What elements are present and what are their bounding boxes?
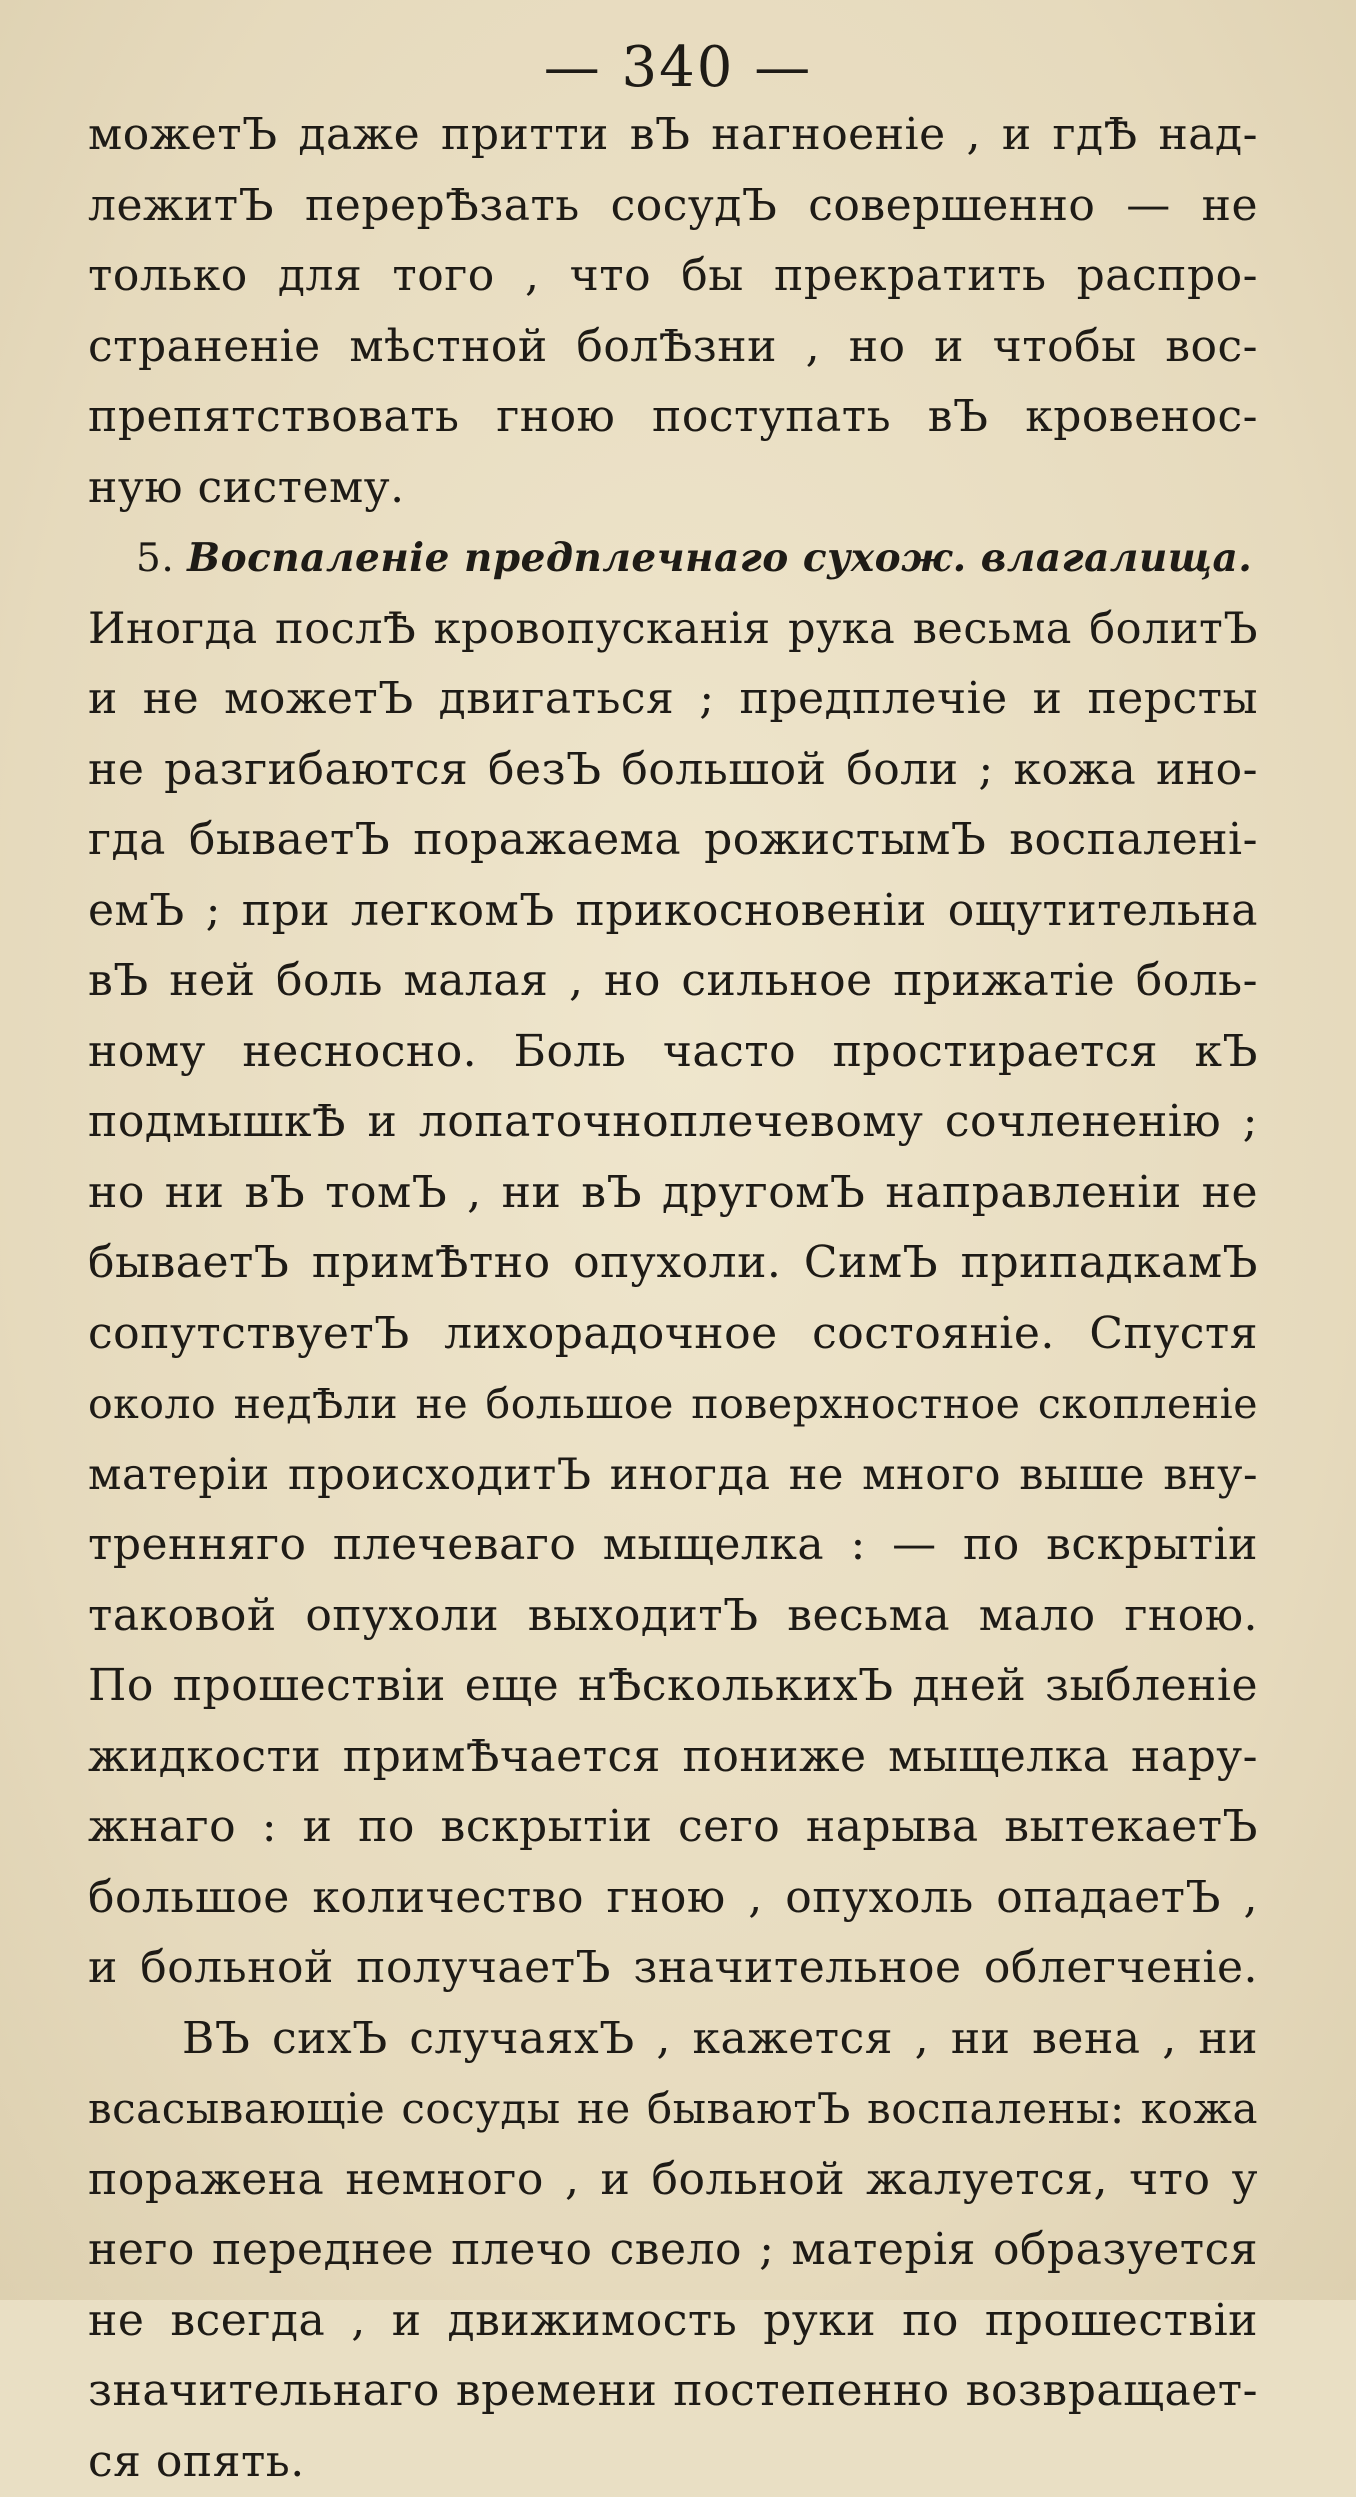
text-line: матеріи происходитЪ иногда не много выше вну- <box>88 1440 1258 1511</box>
text-line: значительнаго времени постепенно возвращает- <box>88 2356 1258 2427</box>
text-line: него переднее плечо свело ; матерія образуется <box>88 2215 1258 2286</box>
text-line: подмышкѢ и лопаточноплечевому сочлененію ; <box>88 1087 1258 1158</box>
text-line: Иногда послѢ кровопусканія рука весьма болитЪ <box>88 594 1258 665</box>
text-line: и не можетЪ двигаться ; предплечіе и персты <box>88 664 1258 735</box>
text-line: жидкости примѢчается пониже мыщелка нару- <box>88 1722 1258 1793</box>
text-line: большое количество гною , опухоль опадаетЪ , <box>88 1863 1258 1934</box>
text-line: страненіе мѣстной болѢзни , но и чтобы вос- <box>88 312 1258 383</box>
text-line: можетЪ даже притти вЪ нагноеніе , и гдѢ над- <box>88 100 1258 171</box>
page-number: — 340 — <box>0 38 1356 98</box>
text-line: По прошествіи еще нѢсколькихЪ дней зыбленіе <box>88 1651 1258 1722</box>
text-line: ному несносно. Боль часто простирается кЪ <box>88 1017 1258 1088</box>
text-line: ся опять. <box>88 2427 1258 2497</box>
text-line: всасывающіе сосуды не бываютЪ воспалены: кожа <box>88 2074 1258 2145</box>
text-line: около недѢли не большое поверхностное скопленіе <box>88 1369 1258 1440</box>
text-line: емЪ ; при легкомЪ прикосновеніи ощутительна <box>88 876 1258 947</box>
section-number: 5. <box>136 536 174 581</box>
text-line: только для того , что бы прекратить распро- <box>88 241 1258 312</box>
body-text <box>88 100 1258 2497</box>
text-line: и больной получаетЪ значительное облегченіе. <box>88 1933 1258 2004</box>
section-title: Воспаленіе предплечнаго сухож. влагалища. <box>187 535 1252 581</box>
text-line: бываетЪ примѢтно опухоли. СимЪ припадкамЪ <box>88 1228 1258 1299</box>
text-line: не всегда , и движимость руки по прошествіи <box>88 2286 1258 2357</box>
text-line: не разгибаются безЪ большой боли ; кожа ино- <box>88 735 1258 806</box>
text-line: лежитЪ перерѢзать сосудЪ совершенно — не <box>88 171 1258 242</box>
text-line: таковой опухоли выходитЪ весьма мало гною. <box>88 1581 1258 1652</box>
text-line: препятствовать гною поступать вЪ кровенос- <box>88 382 1258 453</box>
section-heading <box>88 523 1258 594</box>
text-line: ную систему. <box>88 453 1258 524</box>
text-line: но ни вЪ томЪ , ни вЪ другомЪ направленіи не <box>88 1158 1258 1229</box>
text-line: сопутствуетЪ лихорадочное состояніе. Спустя <box>88 1299 1258 1370</box>
text-line: ВЪ сихЪ случаяхЪ , кажется , ни вена , ни <box>88 2004 1258 2075</box>
text-line: вЪ ней боль малая , но сильное прижатіе боль- <box>88 946 1258 1017</box>
text-line: поражена немного , и больной жалуется, что у <box>88 2145 1258 2216</box>
text-line: гда бываетЪ поражаема рожистымЪ воспалені- <box>88 805 1258 876</box>
text-line: жнаго : и по вскрытіи сего нарыва вытекаетЪ <box>88 1792 1258 1863</box>
text-line: тренняго плечеваго мыщелка : — по вскрытіи <box>88 1510 1258 1581</box>
